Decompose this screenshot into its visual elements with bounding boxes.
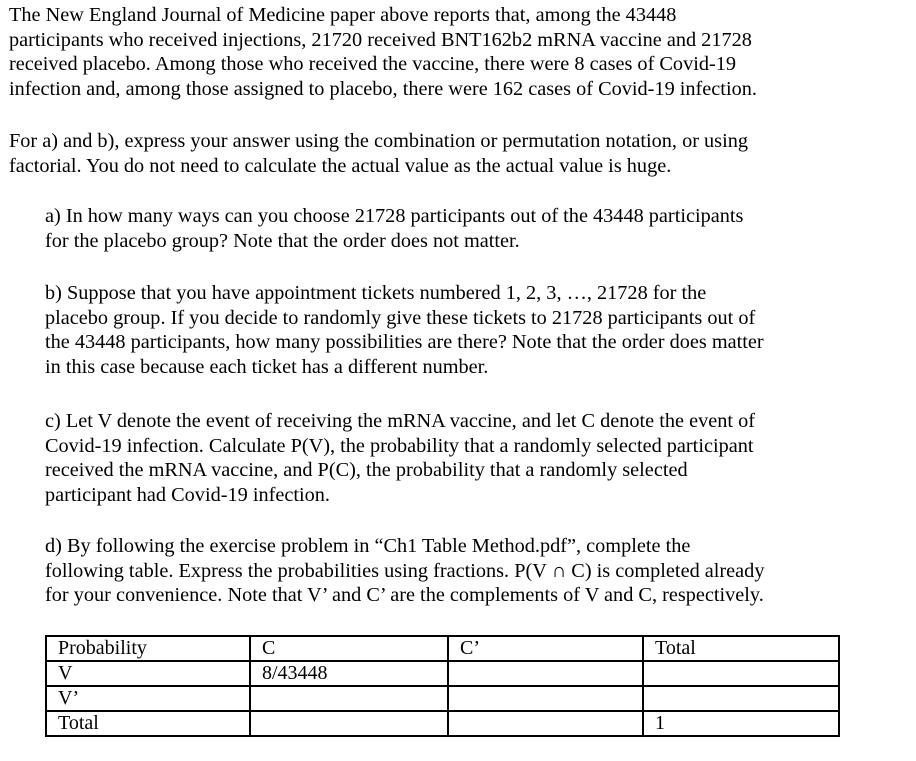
table-cell: 8/43448 (250, 661, 448, 686)
question-a-line: a) In how many ways can you choose 21728 participants out of the 43448 participants (45, 205, 744, 227)
header-cell-c: C (250, 636, 448, 661)
table-header-row (46, 636, 839, 661)
intro-line: infection and, among those assigned to placebo, there were 162 cases of Covid-19 infection. (9, 77, 757, 100)
table-cell (643, 661, 839, 686)
question-c-line: participant had Covid-19 infection. (45, 483, 330, 506)
table-cell (448, 686, 643, 711)
header-cell-probability: Probability (46, 636, 250, 661)
table-row-total (46, 711, 839, 736)
intro-paragraph (9, 3, 889, 101)
question-c (45, 409, 895, 507)
question-d (45, 534, 895, 608)
question-c-line: c) Let V denote the event of receiving the mRNA vaccine, and let C denote the event of (45, 410, 755, 432)
question-b-line: the 43448 participants, how many possibilities are there? Note that the order does matter (45, 331, 764, 353)
intro-line: received placebo. Among those who received the vaccine, there were 8 cases of Covid-19 (9, 53, 737, 75)
question-d-line: following table. Express the probabilities using fractions. P(V ∩ C) is completed already (45, 559, 765, 582)
question-d-line: d) By following the exercise problem in “Ch1 Table Method.pdf”, complete the (45, 535, 691, 557)
row-label: V (46, 661, 250, 686)
row-label: Total (46, 711, 250, 736)
question-b-line: in this case because each ticket has a different number. (45, 355, 489, 378)
question-d-line: for your convenience. Note that V’ and C’ are the complements of V and C, respectively. (45, 584, 764, 606)
instructions-line: factorial. You do not need to calculate the actual value as the actual value is huge. (9, 154, 672, 177)
question-a (45, 204, 895, 253)
question-a-line: for the placebo group? Note that the order does not matter. (45, 229, 520, 252)
intro-line: participants who received injections, 21720 received BNT162b2 mRNA vaccine and 21728 (9, 28, 752, 51)
question-c-line: Covid-19 infection. Calculate P(V), the probability that a randomly selected participant (45, 434, 754, 457)
question-b-line: placebo group. If you decide to randomly give these tickets to 21728 participants out of (45, 306, 756, 329)
instructions-paragraph (9, 129, 889, 178)
header-cell-total: Total (643, 636, 839, 661)
table-cell (448, 661, 643, 686)
header-cell-c-complement: C’ (448, 636, 643, 661)
instructions-line: For a) and b), express your answer using the combination or permutation notation, or using (9, 130, 748, 152)
table-cell: 1 (643, 711, 839, 736)
table-cell (448, 711, 643, 736)
table-cell (250, 711, 448, 736)
table-row-v (46, 661, 839, 686)
row-label: V’ (46, 686, 250, 711)
question-b (45, 281, 895, 379)
table-cell (250, 686, 448, 711)
question-c-line: received the mRNA vaccine, and P(C), the probability that a randomly selected (45, 459, 688, 481)
probability-table (45, 635, 840, 737)
question-b-line: b) Suppose that you have appointment tickets numbered 1, 2, 3, …, 21728 for the (45, 282, 707, 304)
intro-line: The New England Journal of Medicine paper above reports that, among the 43448 (9, 4, 677, 26)
table-row-v-complement (46, 686, 839, 711)
table-cell (643, 686, 839, 711)
